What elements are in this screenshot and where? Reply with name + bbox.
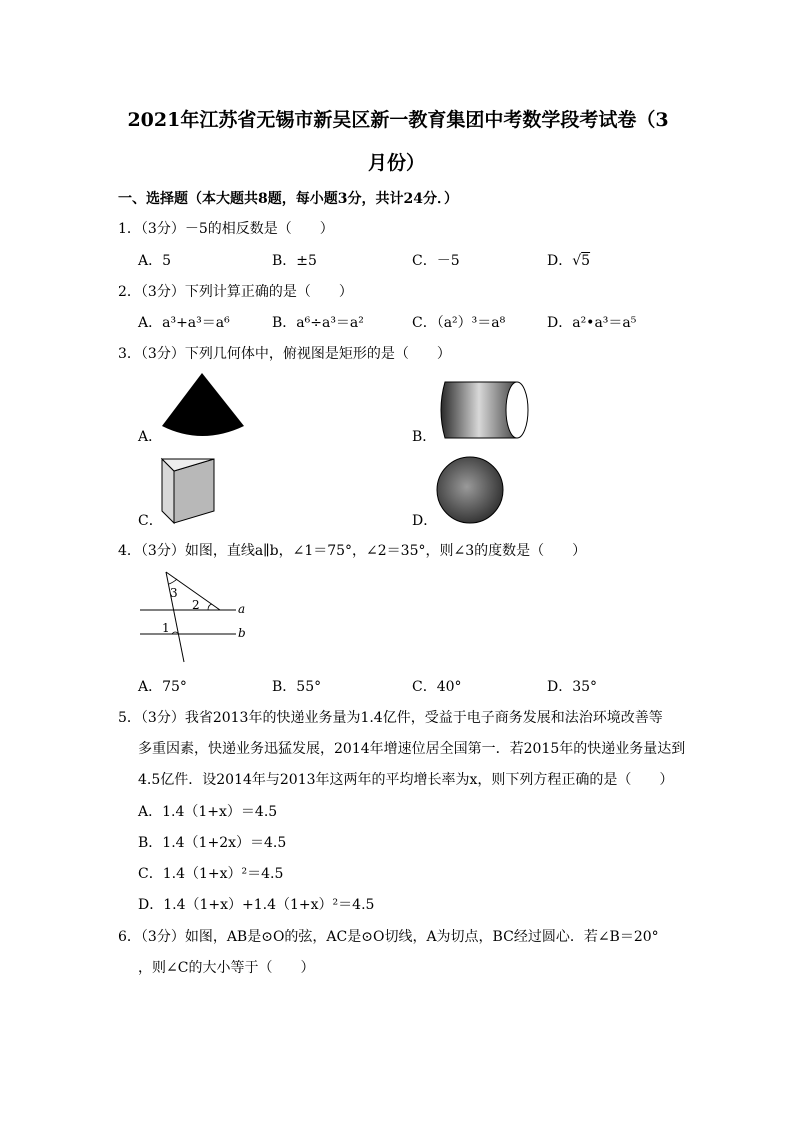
question-3-stem: 3．（3分）下列几何体中，俯视图是矩形的是（ ） — [118, 346, 451, 362]
q4-option-a: A．75° — [138, 679, 187, 695]
q4-option-d: D．35° — [547, 679, 598, 695]
question-5-stem-line2: 多重因素，快递业务迅猛发展，2014年增速位居全国第一．若2015年的快递业务量达到 — [138, 741, 686, 757]
question-6-stem-line1: 6．（3分）如图，AB是⊙O的弦，AC是⊙O切线，A为切点，BC经过圆心．若∠B＝20° — [118, 929, 659, 945]
q1-option-b: B．±5 — [272, 253, 317, 269]
q5-option-b: B．1.4（1+2x）＝4.5 — [138, 835, 287, 851]
question-4-stem: 4．（3分）如图，直线a∥b，∠1＝75°，∠2＝35°，则∠3的度数是（ ） — [118, 543, 587, 559]
q1-option-d-radicand: 5 — [581, 253, 591, 269]
q4-option-c: C．40° — [412, 679, 462, 695]
cylinder-figure — [435, 380, 531, 442]
q1-option-d-prefix: D． — [547, 253, 573, 269]
sqrt-symbol: √ — [572, 253, 582, 269]
triangular-prism-figure — [158, 455, 218, 527]
q2-option-a: A．a³+a³＝a⁶ — [138, 315, 230, 331]
line-b-label: b — [238, 626, 246, 640]
q3-option-c: C． — [138, 513, 163, 529]
section-heading: 一、选择题（本大题共8题，每小题3分，共计24分．） — [118, 191, 458, 207]
angle-2-label: 2 — [192, 598, 200, 612]
question-5-stem-line1: 5．（3分）我省2013年的快递业务量为1.4亿件，受益于电子商务发展和法治环境改善等 — [118, 710, 663, 726]
q1-option-a: A．5 — [138, 253, 172, 269]
q3-option-a: A． — [138, 429, 163, 445]
cone-figure — [158, 370, 248, 440]
q2-option-d: D．a²•a³＝a⁵ — [547, 315, 637, 331]
q3-option-b: B． — [412, 429, 437, 445]
exam-title-line2: 月份） — [368, 152, 426, 174]
question-1-stem: 1．（3分）－5的相反数是（ ） — [118, 221, 334, 237]
question-5-stem-line3: 4.5亿件．设2014年与2013年这两年的平均增长率为x，则下列方程正确的是（ ） — [138, 772, 674, 788]
angle-1-label: 1 — [162, 621, 170, 635]
sphere-figure — [435, 455, 505, 525]
q4-option-b: B．55° — [272, 679, 322, 695]
q3-option-d: D． — [412, 513, 438, 529]
angle-3-label: 3 — [170, 586, 178, 600]
parallel-lines-figure — [136, 568, 256, 664]
q1-option-c: C．－5 — [412, 253, 460, 269]
question-6-stem-line2: ，则∠C的大小等于（ ） — [138, 960, 315, 976]
q2-option-b: B．a⁶÷a³＝a² — [272, 315, 364, 331]
exam-title-line1: 2021年江苏省无锡市新吴区新一教育集团中考数学段考试卷（3 — [127, 109, 669, 131]
line-a-label: a — [238, 602, 246, 616]
q2-option-c: C．（a²）³＝a⁸ — [412, 315, 506, 331]
q5-option-c: C．1.4（1+x）²＝4.5 — [138, 866, 284, 882]
question-2-stem: 2．（3分）下列计算正确的是（ ） — [118, 284, 353, 300]
q5-option-d: D．1.4（1+x）+1.4（1+x）²＝4.5 — [138, 897, 375, 913]
q1-option-d — [547, 250, 590, 270]
q5-option-a: A．1.4（1+x）＝4.5 — [138, 804, 278, 820]
